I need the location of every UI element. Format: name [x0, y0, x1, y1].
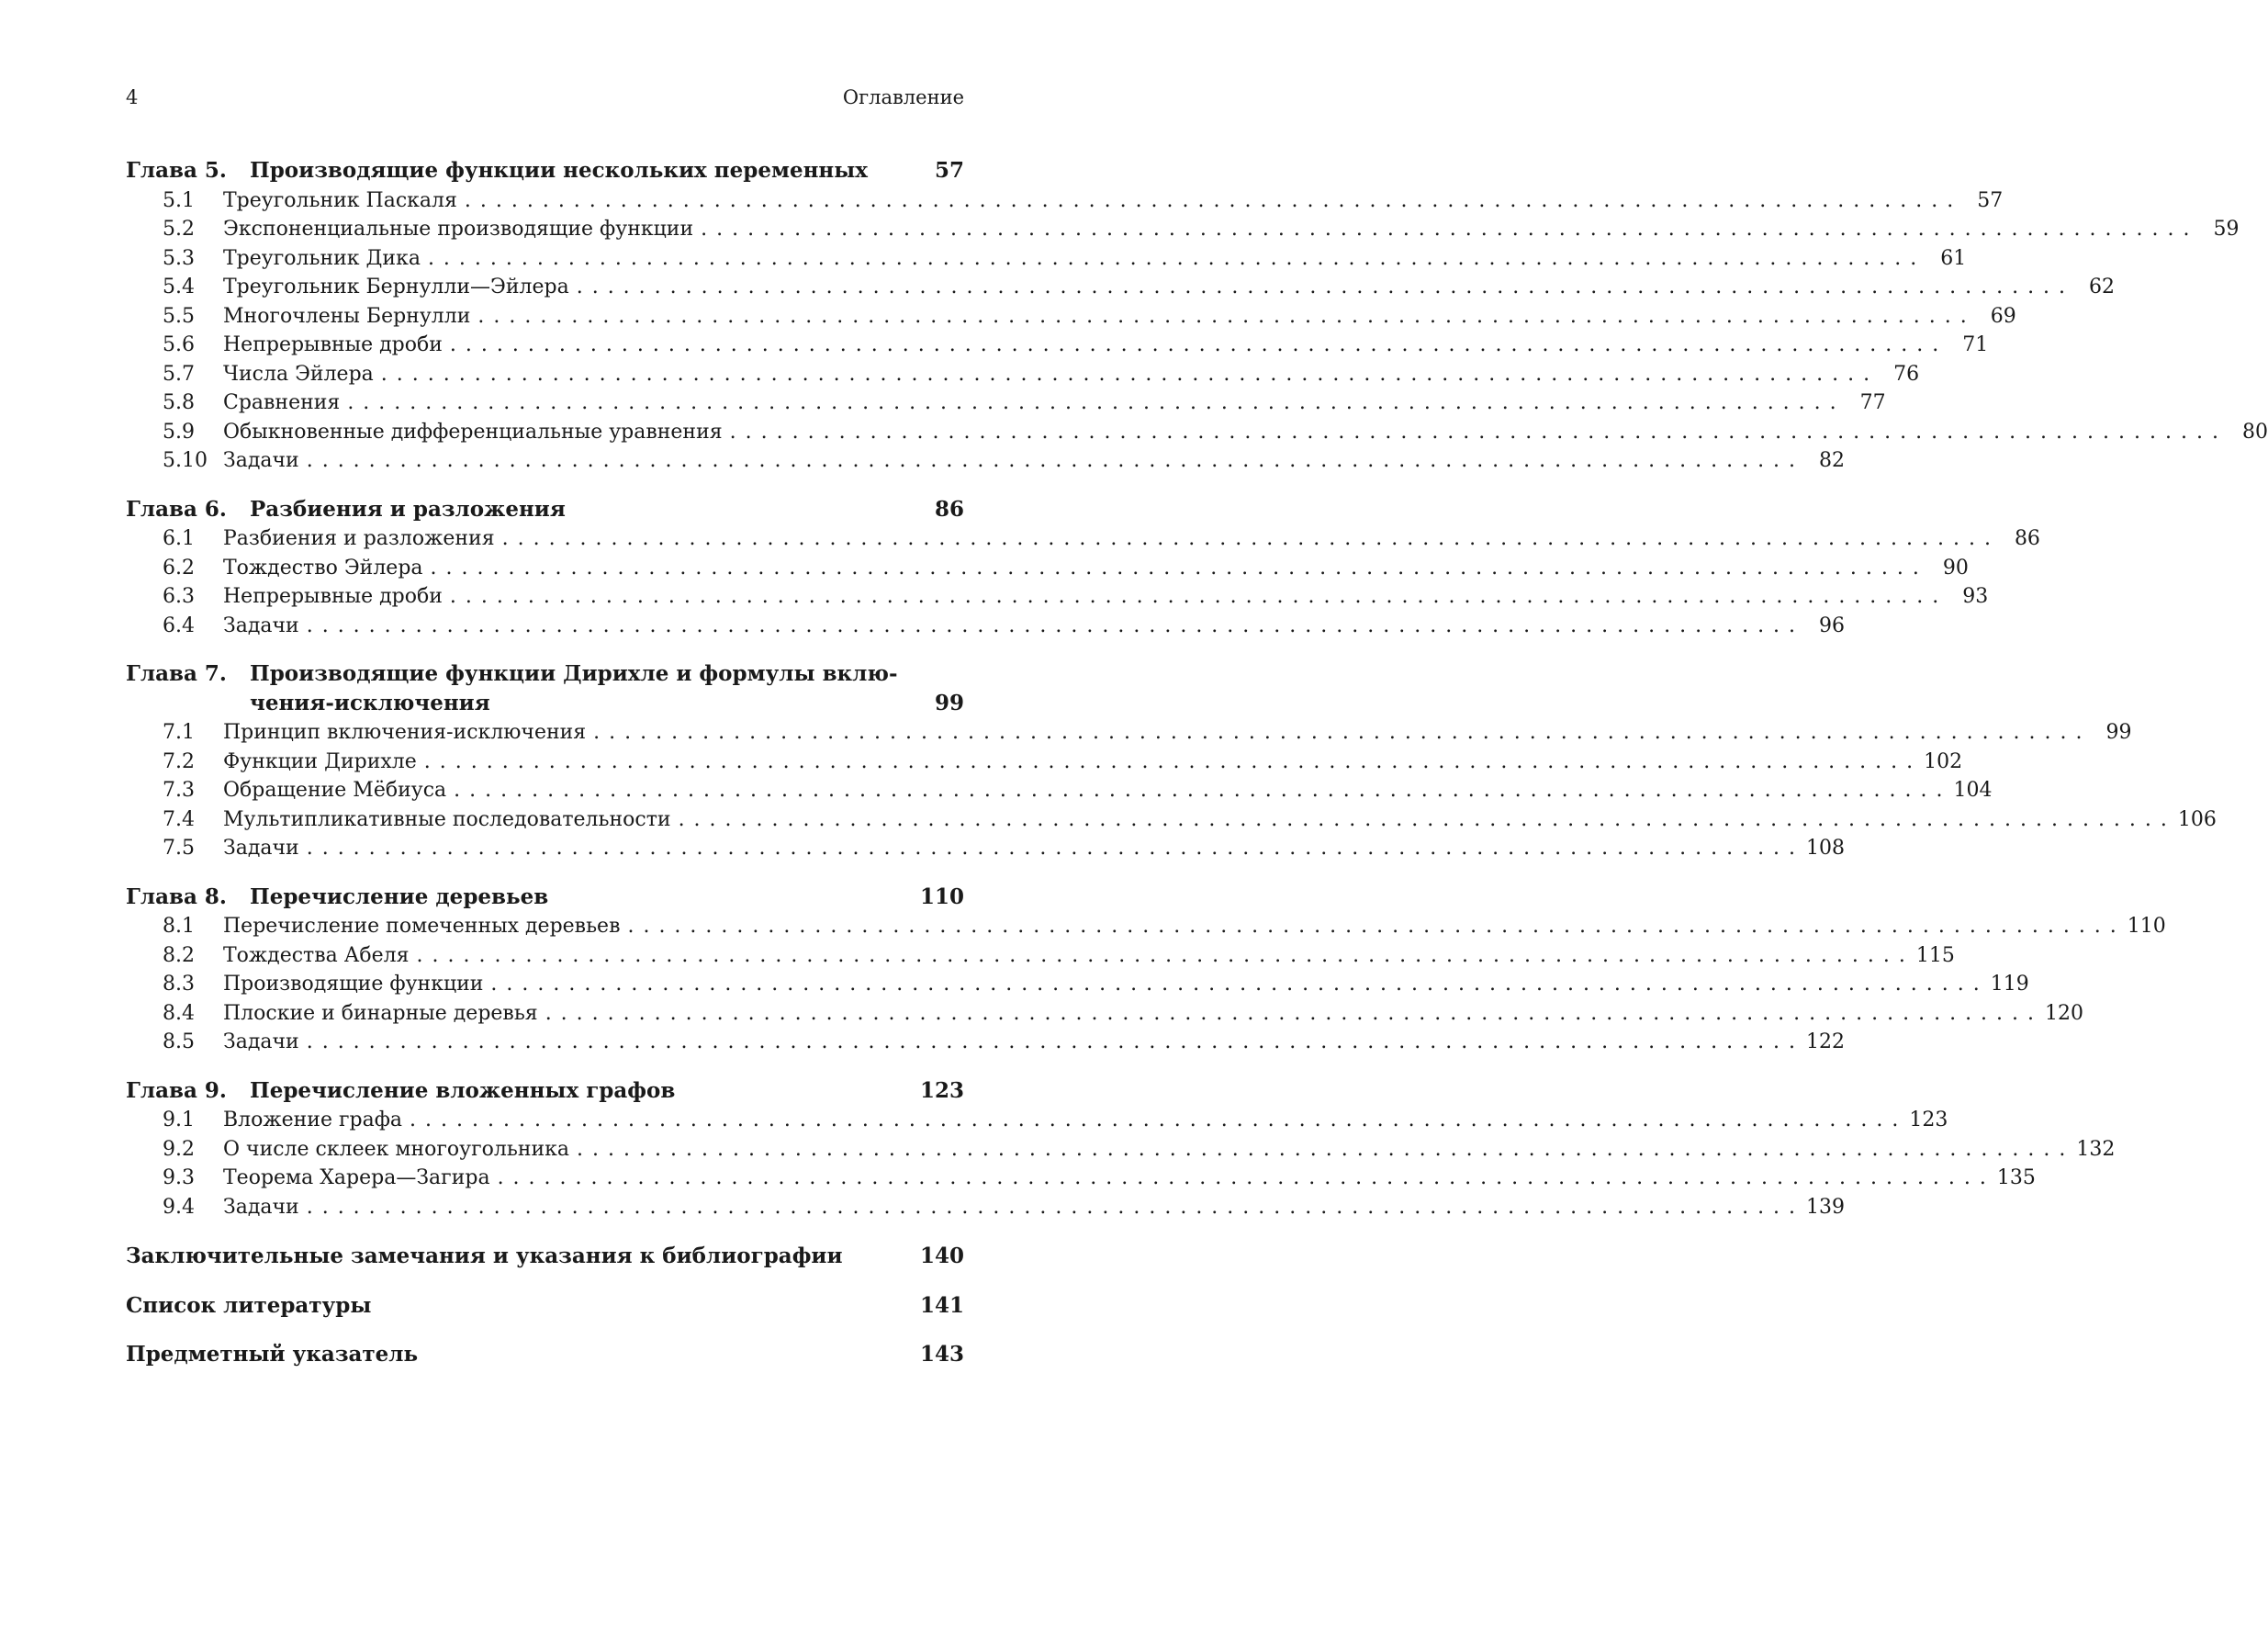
toc-section-5-3[interactable]: [126, 244, 1967, 274]
section-title: Принцип включения-исключения: [223, 721, 587, 744]
dot-leader: ................................................................................................: [501, 527, 2000, 550]
toc-chapter-8[interactable]: [126, 883, 964, 912]
dot-leader: ................................................................................................: [576, 276, 2075, 298]
dot-leader: ................................................................................................: [449, 333, 1948, 356]
page-number: 4: [126, 86, 139, 108]
dot-leader: ................................................................................................: [416, 943, 1914, 967]
section-page: 123: [1909, 1109, 1948, 1131]
toc-section-6-2[interactable]: [126, 554, 1969, 583]
toc-section-9-1[interactable]: [126, 1106, 1948, 1135]
backmatter-title: Предметный указатель: [126, 1342, 419, 1367]
section-number: 6.3: [163, 585, 195, 608]
dot-leader: ................................................................................................: [306, 837, 1805, 860]
toc-section-6-3[interactable]: [126, 582, 1989, 612]
section-title: Обыкновенные дифференциальные уравнения: [223, 420, 723, 444]
dot-leader: ................................................................................................: [306, 449, 1805, 472]
section-number: 5.9: [163, 420, 195, 444]
section-title: Задачи: [223, 449, 299, 472]
section-page: 104: [1953, 779, 1993, 802]
section-number: 9.2: [163, 1137, 195, 1161]
section-title: Плоские и бинарные деревья: [223, 1001, 538, 1025]
dot-leader: ................................................................................................: [347, 391, 1846, 414]
section-page: 120: [2045, 1001, 2084, 1025]
dot-leader: ................................................................................................: [427, 246, 1926, 270]
backmatter-page: 140: [919, 1244, 964, 1268]
running-title: Оглавление: [842, 86, 964, 108]
toc-chapter-9[interactable]: [126, 1076, 964, 1106]
section-title: Тождества Абеля: [223, 943, 410, 967]
section-page: 86: [2014, 527, 2040, 550]
section-page: 139: [1806, 1195, 1846, 1219]
dot-leader: ................................................................................................: [729, 420, 2228, 444]
toc-section-5-8[interactable]: [126, 388, 1886, 418]
toc-section-5-9[interactable]: [126, 418, 2268, 447]
section-page: 102: [1924, 749, 1963, 773]
chapter-title-line-1: Производящие функции Дирихле и формулы вклю-: [250, 661, 898, 686]
toc-section-9-3[interactable]: [126, 1164, 2036, 1193]
section-number: 5.3: [163, 246, 195, 270]
toc-section-8-4[interactable]: [126, 999, 2084, 1029]
section-title: Вложение графа: [223, 1109, 403, 1131]
dot-leader: ................................................................................................: [306, 1195, 1805, 1219]
section-number: 5.6: [163, 333, 195, 356]
section-page: 82: [1819, 449, 1846, 472]
section-page: 108: [1806, 837, 1846, 860]
chapter-title: Перечисление вложенных графов: [250, 1077, 676, 1103]
toc-section-7-3[interactable]: [126, 776, 1993, 805]
section-title: Задачи: [223, 837, 299, 860]
chapter-page: 57: [934, 158, 964, 183]
toc-chapter-7[interactable]: [126, 659, 964, 717]
toc-section-9-2[interactable]: [126, 1135, 2116, 1165]
section-page: 96: [1819, 613, 1846, 637]
dot-leader: ................................................................................................: [497, 1166, 1995, 1189]
section-number: 9.1: [163, 1109, 195, 1131]
section-number: 8.1: [163, 915, 195, 938]
section-page: 90: [1942, 556, 1969, 580]
section-title: Треугольник Паскаля: [223, 188, 457, 212]
section-number: 8.4: [163, 1001, 195, 1025]
section-page: 61: [1940, 246, 1967, 270]
dot-leader: ................................................................................................: [464, 188, 1963, 212]
section-number: 8.5: [163, 1030, 195, 1053]
section-page: 76: [1893, 362, 1920, 386]
toc-chapter-5[interactable]: [126, 156, 964, 186]
section-title: Экспоненциальные производящие функции: [223, 218, 694, 241]
section-title: Тождество Эйлера: [223, 556, 423, 580]
section-number: 5.8: [163, 391, 195, 414]
section-number: 5.5: [163, 304, 195, 328]
toc-section-5-6[interactable]: [126, 331, 1989, 360]
dot-leader: ................................................................................................: [577, 1137, 2075, 1161]
section-title: Числа Эйлера: [223, 362, 374, 386]
toc-section-8-1[interactable]: [126, 912, 2166, 941]
toc-section-5-2[interactable]: [126, 215, 2240, 244]
section-page: 106: [2177, 807, 2217, 831]
dot-leader: ................................................................................................: [423, 749, 1923, 773]
backmatter-page: 141: [919, 1292, 964, 1318]
toc-section-7-5[interactable]: [126, 834, 1846, 863]
chapter-page: 86: [934, 496, 964, 522]
section-number: 6.1: [163, 527, 195, 550]
section-page: 62: [2089, 276, 2116, 298]
section-number: 7.1: [163, 721, 195, 744]
toc-section-5-5[interactable]: [126, 302, 2016, 332]
section-title: Обращение Мёбиуса: [223, 779, 447, 802]
section-title: Непрерывные дроби: [223, 585, 443, 608]
section-page: 122: [1806, 1030, 1846, 1053]
dot-leader: ................................................................................................: [593, 721, 2092, 744]
toc-section-7-1[interactable]: [126, 718, 2132, 748]
section-number: 9.4: [163, 1195, 195, 1219]
section-page: 132: [2076, 1137, 2116, 1161]
section-title: Задачи: [223, 1195, 299, 1219]
chapter-label: Глава 6.: [126, 496, 227, 522]
dot-leader: ................................................................................................: [454, 779, 1952, 802]
section-title: Многочлены Бернулли: [223, 304, 471, 328]
table-of-contents: [126, 156, 2268, 1369]
chapter-title: Производящие функции нескольких переменных: [250, 158, 869, 183]
toc-section-5-1[interactable]: [126, 186, 2004, 216]
toc-section-9-4[interactable]: [126, 1193, 1846, 1222]
dot-leader: ................................................................................................: [430, 556, 1928, 580]
section-number: 5.4: [163, 276, 195, 298]
section-title: Задачи: [223, 1030, 299, 1053]
section-title: Мультипликативные последовательности: [223, 807, 671, 831]
toc-section-8-3[interactable]: [126, 970, 2029, 999]
section-title: Функции Дирихле: [223, 749, 417, 773]
chapter-page: 110: [919, 884, 964, 909]
section-number: 5.7: [163, 362, 195, 386]
section-page: 119: [1990, 973, 2029, 996]
section-title: О числе склеек многоугольника: [223, 1137, 570, 1161]
section-number: 7.5: [163, 837, 195, 860]
toc-section-6-4[interactable]: [126, 612, 1846, 641]
section-page: 115: [1915, 943, 1955, 967]
dot-leader: ................................................................................................: [477, 304, 1976, 328]
section-title: Перечисление помеченных деревьев: [223, 915, 621, 938]
dot-leader: ................................................................................................: [306, 613, 1805, 637]
chapter-title-line-2: чения-исключения: [250, 690, 490, 715]
section-number: 5.1: [163, 188, 195, 212]
section-title: Разбиения и разложения: [223, 527, 495, 550]
section-title: Треугольник Дика: [223, 246, 421, 270]
chapter-page: 99: [934, 690, 964, 715]
backmatter-page: 143: [919, 1342, 964, 1367]
chapter-label: Глава 9.: [126, 1077, 227, 1103]
toc-section-6-1[interactable]: [126, 524, 2040, 554]
chapter-title: Перечисление деревьев: [250, 884, 549, 909]
dot-leader: ................................................................................................: [678, 807, 2176, 831]
section-number: 8.2: [163, 943, 195, 967]
section-number: 5.10: [163, 449, 208, 472]
toc-section-8-5[interactable]: [126, 1028, 1846, 1057]
toc-backmatter-index[interactable]: [126, 1340, 964, 1369]
section-title: Теорема Харера—Загира: [223, 1166, 490, 1189]
dot-leader: ................................................................................................: [410, 1109, 1908, 1131]
section-page: 93: [1962, 585, 1989, 608]
chapter-page: 123: [919, 1077, 964, 1103]
section-title: Треугольник Бернулли—Эйлера: [223, 276, 569, 298]
section-title: Производящие функции: [223, 973, 484, 996]
backmatter-title: Заключительные замечания и указания к библиографии: [126, 1244, 843, 1268]
dot-leader: ................................................................................................: [701, 218, 2199, 241]
section-title: Непрерывные дроби: [223, 333, 443, 356]
dot-leader: ................................................................................................: [449, 585, 1948, 608]
toc-section-5-4[interactable]: [126, 273, 2116, 302]
toc-backmatter-bibliography[interactable]: [126, 1291, 964, 1321]
section-page: 110: [2127, 915, 2166, 938]
section-number: 7.2: [163, 749, 195, 773]
section-number: 6.2: [163, 556, 195, 580]
section-page: 57: [1977, 188, 2004, 212]
dot-leader: ................................................................................................: [545, 1001, 2044, 1025]
backmatter-title: Список литературы: [126, 1292, 372, 1318]
toc-chapter-6[interactable]: [126, 495, 964, 524]
section-page: 71: [1962, 333, 1989, 356]
toc-section-5-7[interactable]: [126, 360, 1920, 389]
dot-leader: ................................................................................................: [306, 1030, 1805, 1053]
section-page: 69: [1990, 304, 2016, 328]
section-title: Задачи: [223, 613, 299, 637]
section-number: 7.3: [163, 779, 195, 802]
chapter-title: Разбиения и разложения: [250, 496, 566, 522]
toc-backmatter-notes[interactable]: [126, 1242, 964, 1271]
section-page: 77: [1859, 391, 1886, 414]
toc-section-8-2[interactable]: [126, 941, 1955, 971]
section-page: 135: [1996, 1166, 2036, 1189]
chapter-label: Глава 7.: [126, 661, 227, 686]
document-page: [126, 0, 2268, 1632]
toc-section-7-4[interactable]: [126, 805, 2217, 835]
dot-leader: ................................................................................................: [490, 973, 1989, 996]
section-page: 59: [2213, 218, 2240, 241]
section-page: 99: [2105, 721, 2132, 744]
section-title: Сравнения: [223, 391, 341, 414]
section-number: 6.4: [163, 613, 195, 637]
section-number: 8.3: [163, 973, 195, 996]
section-number: 5.2: [163, 218, 195, 241]
section-number: 9.3: [163, 1166, 195, 1189]
dot-leader: ................................................................................................: [627, 915, 2126, 938]
section-page: 80: [2241, 420, 2268, 444]
chapter-label: Глава 8.: [126, 884, 227, 909]
toc-section-7-2[interactable]: [126, 748, 1963, 777]
dot-leader: ................................................................................................: [380, 362, 1880, 386]
running-head: [126, 86, 964, 114]
toc-section-5-10[interactable]: [126, 446, 1846, 476]
section-number: 7.4: [163, 807, 195, 831]
chapter-label: Глава 5.: [126, 158, 227, 183]
